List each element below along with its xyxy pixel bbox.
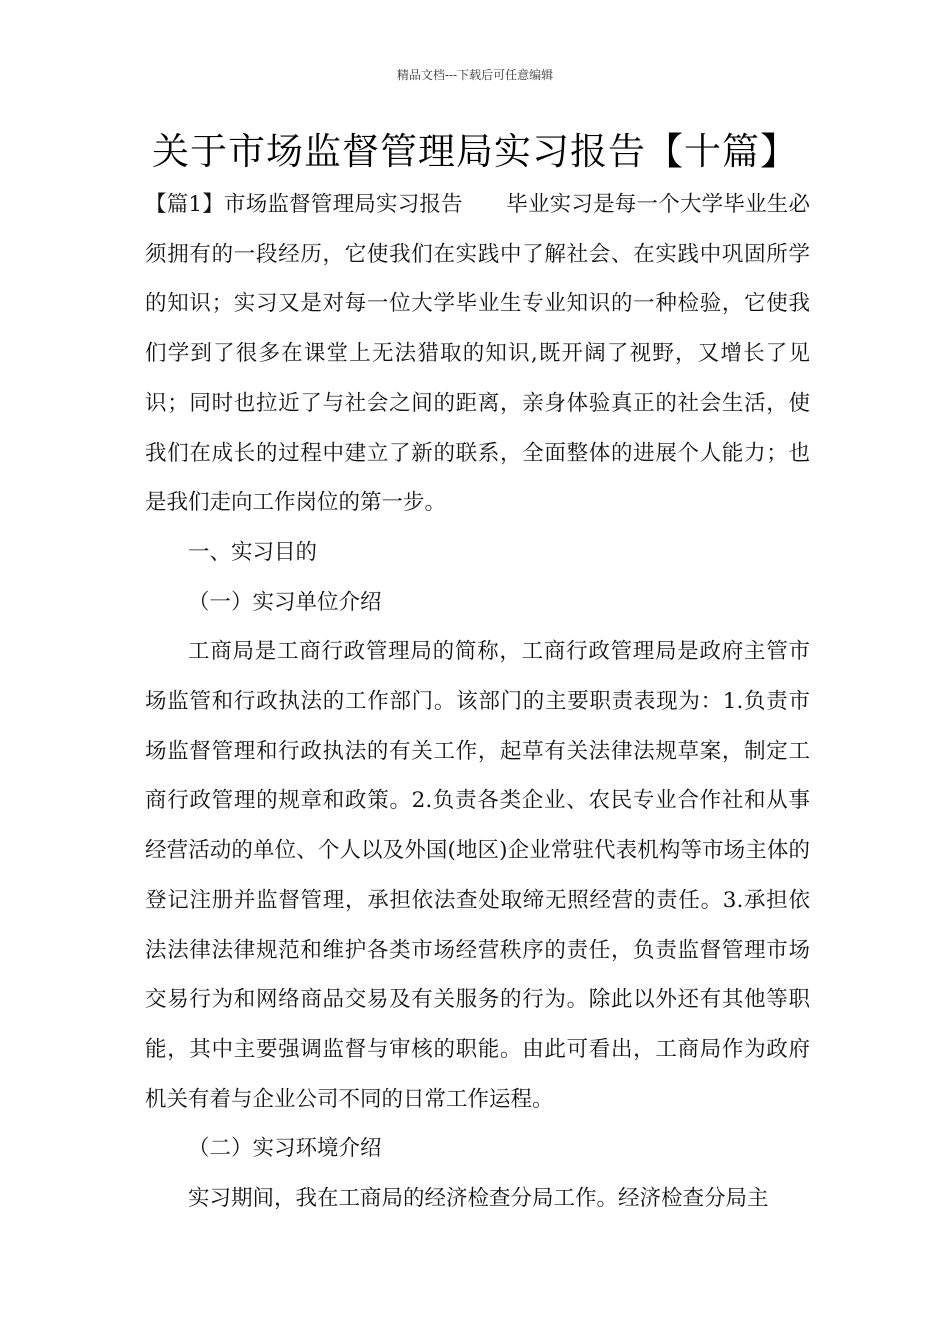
document-body: [145, 180, 810, 1224]
header-watermark: 精品文档---下载后可任意编辑: [396, 68, 554, 82]
subsection-heading-environment: （二）实习环境介绍: [188, 1136, 382, 1162]
paragraph-intro: 【篇1】市场监督管理局实习报告 毕业实习是每一个大学毕业生必须拥有的一段经历，它使我们在实践中了解社会、在实践中巩固所学的知识；实习又是对每一位大学毕业生专业知识的一种检验，它使我们学到了很多在课堂上无法猎取的知识,既开阔了视野，又增长了见识；同时也拉近了与社会之间的距离，亲身体验真正的社会生活，使我们在成长的过程中建立了新的联系，全面整体的进展个人能力；也是我们走向工作岗位的第一步。: [145, 192, 810, 516]
paragraph-environment: 实习期间，我在工商局的经济检查分局工作。经济检查分局主: [188, 1186, 769, 1212]
document-title: 关于市场监督管理局实习报告【十篇】: [152, 130, 798, 173]
subsection-heading-unit: （一）实习单位介绍: [188, 589, 382, 615]
section-heading-purpose: 一、实习目的: [188, 539, 318, 565]
paragraph-unit-description: 工商局是工商行政管理局的简称，工商行政管理局是政府主管市场监管和行政执法的工作部门。该部门的主要职责表现为：1.负责市场监督管理和行政执法的有关工作，起草有关法律法规草案，制定工商行政管理的规章和政策。2.负责各类企业、农民专业合作社和从事经营活动的单位、个人以及外国(地区)企业常驻代表机构等市场主体的登记注册并监督管理，承担依法查处取缔无照经营的责任。3.承担依法法律法律规范和维护各类市场经营秩序的责任，负责监督管理市场交易行为和网络商品交易及有关服务的行为。除此以外还有其他等职能，其中主要强调监督与审核的职能。由此可看出，工商局作为政府机关有着与企业公司不同的日常工作运程。: [145, 639, 810, 1112]
